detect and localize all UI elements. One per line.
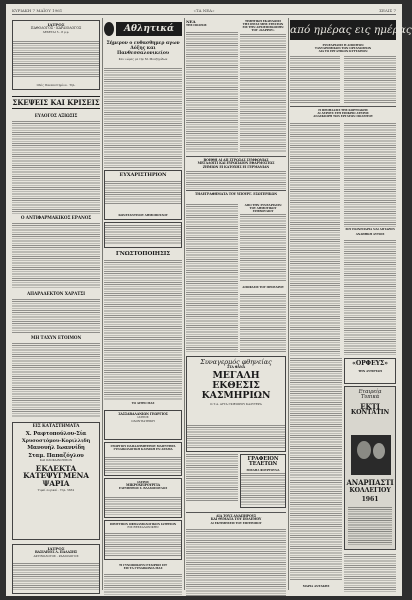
ad-specialty: ΑΚΤΙΝΟΛΟΓΟΣ - ΡΑΔΙΟΛΟΓΟΣ bbox=[33, 553, 79, 558]
telegram-heading bbox=[186, 190, 286, 203]
ad-title: ΙΑΤΡΟΣ bbox=[47, 22, 65, 27]
article-headline: ΤΟΥ ΔΗΜΟΤΙΚΟΥ ΣΥΜΒΟΥΛΙΟΥ bbox=[249, 205, 277, 213]
news-column-right bbox=[344, 554, 396, 592]
article-text bbox=[12, 299, 100, 334]
ad-line: ΜΙΚΡΟΧΕΙΡΟΥΡΓΙΑ bbox=[126, 482, 160, 487]
article-headline: ΕΙΣ ΤΑ ΓΥΝΑΙΚΩΝΙΑ ΜΑΣ bbox=[123, 565, 163, 570]
bottom-article bbox=[186, 512, 286, 597]
article bbox=[12, 216, 100, 288]
sports-announcement bbox=[104, 42, 182, 66]
film-poster-ad bbox=[344, 386, 396, 550]
article-text bbox=[240, 34, 286, 152]
article-headline: ΤΙ ΓΥΝΟΙΟΙΚΟΥΝ ΕΤΑΙΡΙΟΣ ΙΣΤ bbox=[119, 563, 167, 567]
ad-big-text: ΨΑΡΙΑ bbox=[42, 479, 70, 489]
ad-body-text bbox=[105, 497, 181, 515]
news-column-left bbox=[290, 358, 342, 478]
ad-title: ΣΑΣΣΑΒΑΛΑΝΙΩΝ ΓΕΩΡΓΙΟΣ bbox=[118, 412, 168, 416]
ad-phone: Τιμαί λογικαί · Τηλ. 5652 bbox=[37, 487, 75, 492]
ad-big-text: ΕΚΘΕΣΙΣ bbox=[212, 380, 260, 392]
ad-title: ΓΕΩΡΓΙΟΥ ΠΑΠΑΔΗΜΗΤΡΙΟΥ ΜΑΙΕΥΤΗΡΑ bbox=[110, 444, 176, 448]
news-column-left bbox=[186, 454, 238, 502]
article-headline: Η ΠΡΟΗΛΑΣΙΣ ΤΗΣ ΚΟΡΤΣΑΚΗΣ bbox=[318, 108, 368, 112]
article-text bbox=[290, 358, 342, 478]
notice-title: ΓΝΩΣΤΟΠΟΙΗΣΙΣ bbox=[115, 251, 171, 257]
article-text bbox=[344, 56, 396, 104]
notice-text bbox=[105, 225, 181, 245]
doctor-ad bbox=[104, 410, 182, 440]
shop-name: Χρυσοστόμου-Κοριλλιδη bbox=[21, 438, 91, 445]
news-article bbox=[290, 44, 396, 104]
bottom-article bbox=[104, 564, 182, 596]
ad-big-text: ΕΚΛΕΚΤΑ bbox=[35, 463, 77, 473]
article-text bbox=[186, 32, 238, 152]
article-headline: ΔΙΑ ΤΟ ΕΡΓΑΤΙΚΟΝ ΚΥΤΤΑΡΙΟΝ bbox=[318, 48, 368, 53]
article-headline: ΜΗ ΤΑΧΥΝ ΕΤΟΙΜΟΝ bbox=[30, 335, 82, 340]
day-by-day-banner: από ημέρας εις ημέρας bbox=[290, 20, 396, 40]
article-headline: ΑΠΟ ΤΗΝ ΣΥΝΕΔΡΙΑΣΙΝ bbox=[244, 203, 282, 207]
news-column-right bbox=[240, 20, 286, 152]
news-column-right bbox=[240, 204, 286, 352]
article-headline: ΑΝΑΘΗΚΗ ΑΥΤΟΙΣ bbox=[355, 232, 385, 236]
folio-page-number: ΣΕΛΙΣ 7 bbox=[379, 8, 396, 13]
column-rule bbox=[288, 18, 289, 590]
ad-title: ΓΡΑΦΕΙΟΝ ΤΕΛΕΤΩΝ bbox=[247, 456, 279, 468]
notice-text bbox=[105, 181, 181, 205]
poster-face bbox=[357, 441, 371, 459]
cinema-ad-orfeus bbox=[344, 358, 396, 384]
ad-line: ΠΑΘΟΛΟΓΟΣ - ΚΑΡΔΙΟΛΟΓΟΣ bbox=[30, 26, 82, 31]
poster-text bbox=[348, 507, 392, 546]
article-text bbox=[12, 223, 100, 288]
ad-title: ΙΑΤΡΟΣ bbox=[47, 546, 65, 551]
news-article bbox=[290, 228, 396, 356]
article-text bbox=[240, 214, 286, 282]
sports-logo bbox=[104, 20, 182, 40]
article-headline: ΑΠΟΦΑΣΙΣ ΤΟΥ ΠΡΟΕΔΡΟΥ bbox=[242, 285, 284, 289]
label-line: ΝΕΑ bbox=[186, 19, 196, 24]
poster-title: ΕΚΤΙ bbox=[360, 401, 380, 411]
shop-name: Μανουήλ Ιωαννίδη bbox=[27, 445, 85, 452]
article-headline: ΖΗΜΙΩΝ ΕΙ ΚΑΤΟΧΗΣ ΕΙ ΓΕΡΜΑΝΙΑΝ bbox=[202, 164, 270, 169]
notice-signature: ΚΩΝΣΤΑΝΤΙΝΟΥ ΔΗΜΟΠΟΥΛΟΥ bbox=[118, 213, 168, 218]
page-folio bbox=[12, 7, 396, 15]
ad-body-text bbox=[187, 425, 285, 449]
article-text bbox=[290, 123, 340, 227]
article-headline: ΕΙΣ ΤΗΝ ΑΡΧΙΕΠΙΣΚΟΠΗΝ ΤΟΥ «ΚΑΡΡΟΥ» bbox=[242, 24, 284, 32]
ad-line: Ο.Τ.Α. ΑΥΤΑ ΓΚΙΕΟΙΡΟΥ ΚΑΛΥΤΕΡΑ bbox=[210, 401, 262, 406]
funeral-ad bbox=[240, 454, 286, 508]
column-rule bbox=[184, 18, 185, 590]
column-3 bbox=[186, 18, 286, 590]
small-notice bbox=[104, 222, 182, 248]
announcement-headline: Δόξης και Πανθεσσαλονικείου bbox=[117, 45, 169, 56]
announcement-line: Και ι ώρας με την Μ. Μουζηρίδων bbox=[118, 57, 168, 62]
article-text bbox=[186, 529, 286, 597]
article-text bbox=[290, 228, 340, 356]
clinic-ad bbox=[104, 442, 182, 476]
article-headline: ΕΥΛΟΓΟΣ ΑΞΙΩΣΙΣ bbox=[34, 113, 78, 118]
ad-body-text bbox=[13, 563, 99, 591]
article-text bbox=[12, 343, 100, 418]
news-column-left bbox=[290, 480, 342, 590]
column-2 bbox=[104, 18, 182, 590]
article-text bbox=[344, 123, 396, 227]
eye-clinic-ad bbox=[104, 520, 182, 560]
folio-paper-name: «ΤΑ ΝΕΑ» bbox=[193, 8, 215, 13]
poster-year: 1961 bbox=[361, 496, 379, 503]
fish-shop-ad bbox=[12, 422, 100, 540]
article-text bbox=[240, 294, 286, 352]
shop-name: Σταμ. Παπαζόγλου bbox=[28, 452, 84, 459]
news-article bbox=[290, 106, 396, 227]
ad-big-text: ΚΑΤΕΨΥΓΜΕΝΑ bbox=[23, 471, 89, 481]
newspaper-page bbox=[6, 4, 412, 596]
ad-line: ΙΑΤΡΟΣ bbox=[137, 415, 149, 420]
article-headline: ΔΙΑ ΤΟΥΣ ΑΝΑΠΗΡΟΥΣ bbox=[215, 514, 257, 518]
article bbox=[12, 336, 100, 418]
ad-subline: ΚΑΙ ΟΛΟΚΑΙΝΟΥΡΙΟΝ bbox=[39, 458, 73, 463]
ad-title: ΠΡΟΤΥΠΟΝ ΟΦΘΑΛΜΟΛΟΓΙΚΟΝ ΙΑΤΡΕΙΟΝ bbox=[109, 522, 177, 526]
column-rule bbox=[102, 18, 103, 590]
article-headline: Ο ΑΝΤΙΦΑΡΜΑΚΙΚΟΣ ΕΡΑΝΟΣ bbox=[20, 215, 92, 220]
article-text bbox=[344, 240, 396, 356]
ad-big-text: ΜΕΓΑΛΗ bbox=[212, 370, 260, 382]
ad-line: ΕΙΣ ΘΕΣΣΑΛΟΝΙΚΗΝ bbox=[127, 524, 159, 529]
article-text bbox=[104, 68, 182, 168]
news-column-left bbox=[186, 32, 238, 152]
ad-store: ΣΤΑ ΦΑΝΑ bbox=[226, 364, 246, 369]
doctor-ad-top bbox=[12, 20, 100, 90]
sports-masthead: Αθλητικά bbox=[116, 22, 182, 36]
sports-article bbox=[104, 68, 182, 168]
ad-body-text bbox=[105, 457, 181, 473]
ad-title: ΙΑΤΡΟΣ bbox=[137, 480, 149, 484]
ad-body-text bbox=[105, 533, 181, 557]
article-headline: ΤΙΜΗΤΙΚΗ ΕΚΔΗΛΩΣΙΣ bbox=[244, 19, 282, 23]
article-headline: ΣΥΝΕΔΡΙΑΣΙΣ Η ΑΠΟΠΤΩΝ bbox=[322, 43, 364, 47]
article-text bbox=[186, 454, 238, 502]
poster-title: ΚΟΛΛΕΓΙΟΥ bbox=[349, 487, 391, 494]
small-heading: ΤΟ ΔΙΤΡΟ ΜΑΣ bbox=[131, 401, 155, 405]
poster-title: ΚΟΝΤΑΤΙΝ bbox=[350, 409, 390, 417]
column-4 bbox=[290, 18, 412, 590]
article-text bbox=[344, 554, 396, 592]
ad-body-text bbox=[13, 41, 99, 77]
ad-address: Οδός Πανεπιστημίου · Τηλ. bbox=[36, 82, 76, 87]
ad-heading: ΕΙΣ ΚΑΤΑΣΤΗΜΑΤΑ bbox=[32, 424, 80, 429]
notice-title: ΕΥΧΑΡΙΣΤΗΡΙΟΝ bbox=[119, 172, 167, 178]
cinema-name: «ΟΡΦΕΥΣ» bbox=[352, 360, 388, 367]
poster-photo bbox=[351, 435, 391, 475]
ad-big-text: ΚΑΣΜΗΡΙΩΝ bbox=[201, 390, 271, 402]
doctor-ad-bottom bbox=[12, 544, 100, 594]
column-1 bbox=[12, 18, 100, 590]
poster-title: ΑΝΑΡΠΑΣΤΙ bbox=[346, 478, 394, 487]
article bbox=[12, 292, 100, 334]
article-text bbox=[290, 56, 340, 104]
label-line: ΤΗΣ ΠΟΛΕΩΣ bbox=[186, 23, 207, 28]
public-notice bbox=[104, 250, 182, 400]
article-headline: ΔΙ ΔΕΡΟΥΣ ΣΤΗ ΕΠΙΚΡΙΟ ΑΤΕΡΟΣ bbox=[317, 110, 369, 115]
article-text bbox=[290, 480, 342, 580]
article-signature: ΜΑΡΙΑ ΑΝΤΑΚΗΣ bbox=[302, 584, 330, 589]
ad-line: ΓΥΝΑΙΚΟΛΟΓΙΚΗ ΚΛΙΝΙΚΗ ΕΝ ΔΡΑΜΑ bbox=[113, 446, 173, 451]
section-title: ΣΚΕΨΕΙΣ ΚΑΙ ΚΡΙΣΕΙΣ bbox=[12, 96, 100, 109]
poster-face bbox=[373, 443, 385, 459]
ad-doctor-name: ΕΛΕΥΘΕΡΙΟΣ Σ. ΒΛΑΧΟΠΟΥΛΟΣ bbox=[118, 486, 168, 491]
article-subhead: ΑΙ ΕΚΤΙΜΗΣΕΙΣ ΤΟΥ ΕΠΙΤΡΟΠΟΥ bbox=[210, 520, 262, 525]
poster-line: Εταιρεία bbox=[358, 389, 382, 395]
article-headline: ΑΠΑΡΑΔΕΚΤΟΝ ΧΑΡΑΤΣΙ bbox=[26, 291, 85, 296]
article-text bbox=[104, 574, 182, 596]
ad-doctor-name: ΒΑΣΙΛΕΙΟΣ Λ. ΠΑΛΑΣΗΣ bbox=[34, 550, 78, 555]
article-headline: ΒΟΗΘΗ ΔΙ ΑΠ ΣΤΡΩΣΑΣ ΣΥΜΦΩΝΙΑΣ bbox=[203, 158, 269, 162]
ad-slogan: Συναγερμός φθηνείας bbox=[200, 358, 272, 366]
news-column-left bbox=[186, 204, 238, 352]
thanks-notice bbox=[104, 170, 182, 220]
article-headline: ΚΑΙ ΘΥΜΑΤΑ ΤΟΥ ΠΟΛΕΜΟΥ bbox=[210, 517, 262, 522]
article-headline: ΜΕΓΑΛΟΙΤΙ ΚΑΙ ΕΥΡΩΠΑΙΟΝ ΕΦΑΡΜΟΣΤΩΣ bbox=[197, 161, 275, 166]
news-headline-block bbox=[186, 156, 286, 189]
ad-owner: ΜΙΣΑΗΛ ΦΟΥΡΤΟΥΝΑ bbox=[246, 467, 280, 472]
shop-name: Χ. Ραφτοπούλου-Σία bbox=[25, 430, 87, 437]
article-headline: ΤΗΣ ΙΕΡΑΣ ΜΗΣ ΣΤΡΑΤΩΝ bbox=[242, 21, 284, 26]
cinema-line: ΤΗΝ ΑΥΤΙΡΤΑΗ bbox=[358, 368, 382, 373]
ball-icon bbox=[104, 22, 114, 36]
ad-body-text bbox=[241, 473, 285, 505]
article-headline: ΤΗΛΕΓΡΑΦΗΜΑΤΑ ΤΟΥ ΥΠΟΥΡΓ. ΕΣΩΤΕΡΙΚΩΝ bbox=[194, 192, 278, 196]
article-headline: ΤΑΧΥΔΡΟΜΙΚΩΝ ΤΩΝ ΟΡΓΑΝΩΣΕΩΝ bbox=[314, 45, 372, 50]
article-text bbox=[12, 121, 100, 214]
cashmere-ad bbox=[186, 356, 286, 452]
article bbox=[12, 114, 100, 214]
announcement-headline: Σήμερον ο ευθασθημερ αγων bbox=[106, 41, 180, 46]
surgery-ad bbox=[104, 478, 182, 518]
poster-line: Τυπικά bbox=[360, 394, 380, 401]
notice-text bbox=[104, 260, 182, 400]
folio-date: ΚΥΡΙΑΚΗ 7 ΜΑΪΟΥ 1961 bbox=[12, 8, 63, 13]
ad-hours: ΔΕΧΕΤΑΙ 5 - 8 μ.μ. bbox=[42, 29, 70, 34]
ad-line: ΟΔΟΝΤΙΑΤΡΙΚΗ bbox=[131, 418, 155, 423]
article-headline: ΣΟΥ ΕΚΙΝΕΠΑΡΙΑ ΝΑΙ ΑΙΓΙΑΖΟΝ bbox=[345, 227, 395, 231]
article-text bbox=[186, 171, 286, 189]
article-text bbox=[186, 204, 238, 352]
article-headline: ΑΝΑΣΚΙΟΡΗ ΤΩΝ ΕΡΓΑΤΩΝ ΠΟΛΕΙΤΟΥ bbox=[313, 113, 373, 118]
